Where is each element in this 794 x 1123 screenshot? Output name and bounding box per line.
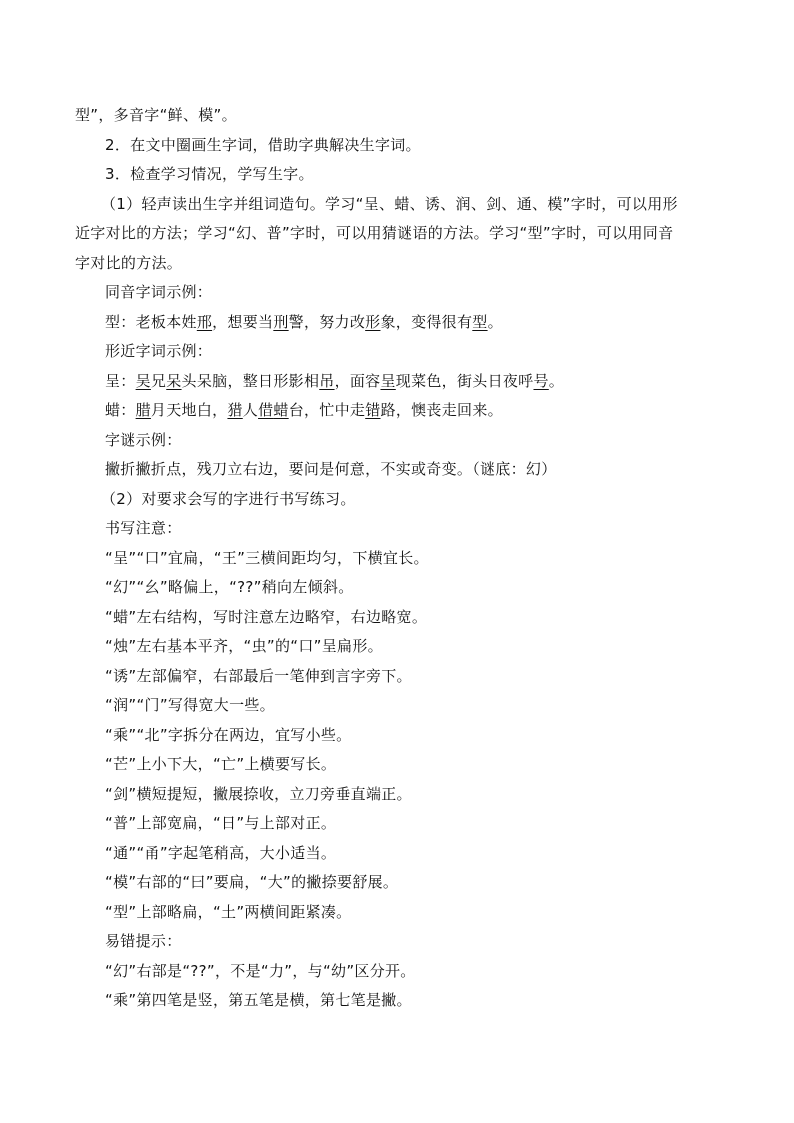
similar-example-2 (75, 396, 725, 426)
homophone-prefix: 型：老板本姓 (105, 312, 197, 331)
similar-label: 形近字词示例： (105, 342, 213, 360)
writing-note: “普”上部宽扁，“日”与上部对正。 (105, 814, 337, 832)
similar2-prefix: 蜡： (105, 401, 136, 419)
underlined-char: 形 (365, 312, 381, 331)
step-3-2: （2）对要求会写的字进行书写练习。 (101, 489, 356, 508)
text-run: ，面容 (334, 371, 381, 390)
error-note: “幻”右部是“??”，不是“力”，与“幼”区分开。 (105, 961, 416, 980)
text-run: 头呆脑，整日形影相 (181, 371, 320, 390)
step-3-1-line-a: （1）轻声读出生字并组词造句。学习“呈、蜡、诱、润、剑、通、模”字时，可以用形 (101, 194, 678, 213)
underlined-char: 蜡 (273, 401, 289, 419)
text-run: 兄 (150, 371, 167, 390)
writing-note: “型”上部略扁，“土”两横间距紧凑。 (105, 902, 352, 921)
homophone-label: 同音字词示例： (105, 283, 213, 301)
text-run: 象，变得很有 (380, 312, 473, 331)
step-3-1-line-b: 近字对比的方法；学习“幻、普”字时，可以用猜谜语的方法。学习“型”字时，可以用同音 (75, 224, 674, 242)
text-run: ，想要当 (212, 312, 274, 331)
writing-note: “呈”“口”宜扁，“王”三横间距均匀，下横宜长。 (105, 548, 429, 567)
writing-note: “烛”左右基本平齐，“虫”的“口”呈扁形。 (105, 637, 383, 655)
underlined-char: 借 (258, 401, 274, 419)
writing-note: “蜡”左右结构，写时注意左边略窄，右边略宽。 (105, 607, 428, 626)
text-run: 人 (242, 401, 259, 419)
text-run: 路，懊丧走回来。 (380, 401, 503, 419)
step-3: 3．检查学习情况，学写生字。 (105, 165, 314, 183)
text-run: 。 (487, 312, 503, 331)
underlined-char: 错 (365, 401, 381, 419)
document-body (75, 101, 725, 1016)
similar1-prefix: 呈： (105, 371, 136, 390)
underlined-char: 刑 (273, 312, 289, 331)
underlined-char: 邢 (196, 312, 213, 331)
underlined-char: 呆 (166, 371, 182, 390)
riddle-label: 字谜示例： (105, 430, 182, 449)
underlined-char: 猎 (227, 401, 243, 419)
step-2: 2．在文中圈画生字词，借助字典解决生字词。 (105, 135, 421, 154)
text-run: 台，忙中走 (288, 401, 366, 419)
writing-note: “模”右部的“曰”要扁，“大”的撇捺要舒展。 (105, 873, 399, 891)
underlined-char: 号 (533, 371, 549, 390)
text-run: 月天地白， (150, 401, 228, 419)
underlined-char: 吊 (319, 371, 335, 390)
text-line-1: 型”，多音字“鲜、模”。 (75, 106, 237, 124)
writing-label: 书写注意： (105, 519, 182, 537)
writing-note: “润”“门”写得宽大一些。 (105, 696, 275, 714)
similar-example-1 (75, 367, 725, 397)
step-3-1-line-c: 字对比的方法。 (75, 253, 183, 272)
text-run: 。 (548, 371, 565, 390)
text-run: 警，努力改 (288, 312, 366, 331)
riddle-example: 撇折撇折点，残刀立右边，要问是何意，不实或奇变。（谜底：幻） (105, 460, 557, 478)
text-run: 现菜色，街头日夜呼 (395, 371, 534, 390)
homophone-example (75, 308, 725, 338)
writing-note: “诱”左部偏窄，右部最后一笔伸到言字旁下。 (105, 666, 412, 685)
underlined-char: 呈 (380, 371, 396, 390)
writing-note: “乘”“北”字拆分在两边，宜写小些。 (105, 725, 352, 744)
error-note: “乘”第四笔是竖，第五笔是横，第七笔是撇。 (105, 991, 412, 1009)
writing-note: “芒”上小下大，“亡”上横要写长。 (105, 755, 337, 773)
underlined-char: 腊 (135, 401, 151, 419)
writing-note: “幻”“幺”略偏上，“??”稍向左倾斜。 (105, 578, 354, 596)
error-label: 易错提示： (105, 932, 182, 950)
underlined-char: 型 (472, 312, 488, 331)
writing-note: “剑”横短提短，撇展捺收，立刀旁垂直端正。 (105, 784, 412, 803)
writing-note: “通”“甬”字起笔稍高，大小适当。 (105, 843, 337, 862)
underlined-char: 吴 (135, 371, 151, 390)
